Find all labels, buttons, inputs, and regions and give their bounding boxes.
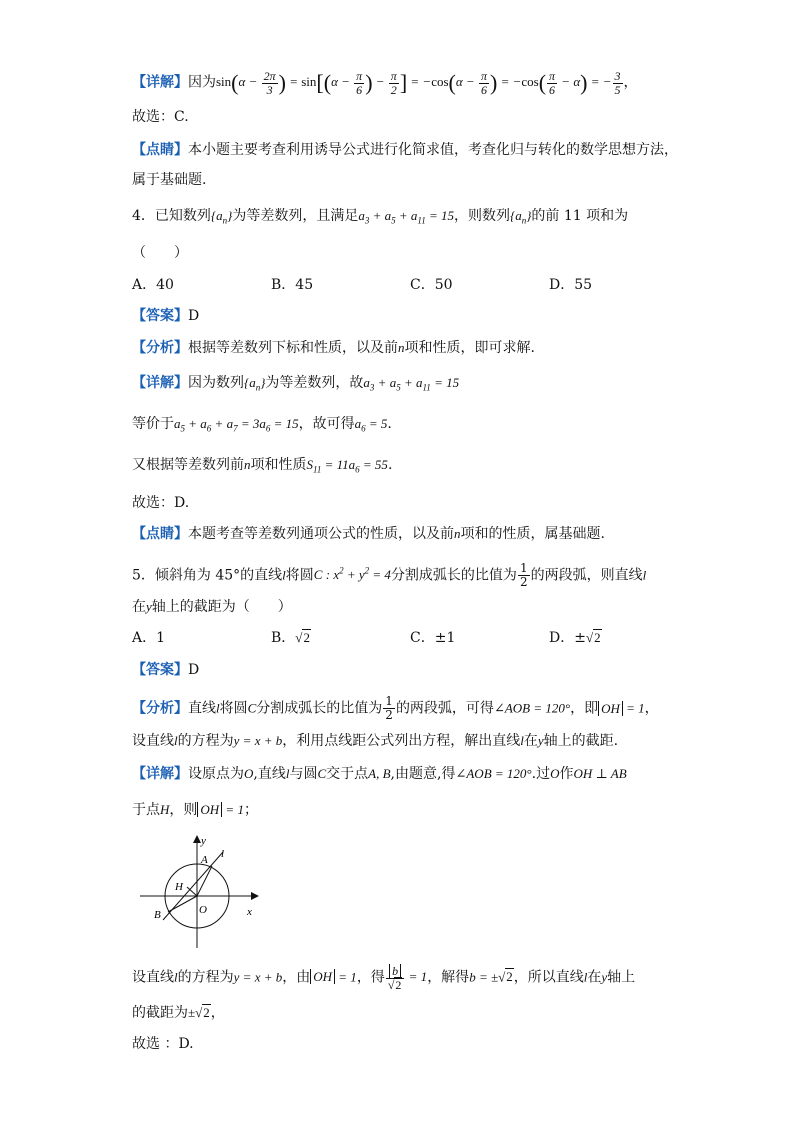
- q5-final: 设直线l的方程为y = x + b，由 OH = 1，得 $\frac{b}{√2}$ = 1，解得b = ±√2，所以直线l在y轴上: [132, 964, 636, 992]
- q4-again: 又根据等差数列前n项和性质$S_{11} = 11a_6 = 55$.: [132, 457, 393, 475]
- q4-option-c: C．50: [410, 277, 453, 293]
- q5-option-b: B．√2: [271, 630, 310, 646]
- detail-tag: 【详解】: [132, 74, 188, 91]
- q5-option-a: A．1: [132, 630, 166, 646]
- q3-review-2: 属于基础题.: [132, 172, 207, 188]
- label-b: B: [154, 909, 161, 921]
- q3-review: 【点睛】本小题主要考查利用诱导公式进行化简求值，考查化归与转化的数学思想方法，: [132, 142, 678, 158]
- q5-answer: 【答案】D: [132, 662, 200, 678]
- q5-stem: 5．倾斜角为 45°的直线l将圆C : $x^2 + y^2 = 4$分割成弧长的比值为 $\frac{1}{2}$ 的两段弧，则直线l: [132, 560, 647, 589]
- q5-detail: 【详解】设原点为O,直线l与圆C交于点A, B,由题意,得∠AOB = 120°.过O作OH ⊥ AB: [132, 766, 627, 782]
- label-h: H: [175, 881, 183, 893]
- q4-analysis: 【分析】根据等差数列下标和性质，以及前n项和性质，即可求解.: [132, 340, 535, 356]
- label-y: y: [201, 835, 206, 847]
- q5-detail-2: 于点H，则 OH = 1；: [132, 802, 258, 818]
- q4-stem: 4．已知数列$\{a_n\}$为等差数列，且满足$a_3 + a_5 + a_{11} = 15$，则数列$\{a_n\}$的前 11 项和为: [132, 208, 629, 226]
- q5-final-2: 的截距为±√2，: [132, 1005, 225, 1021]
- q4-equiv: 等价于$a_5 + a_6 + a_7 = 3a_6 = 15$，故可得$a_6 = 5$.: [132, 416, 392, 434]
- circle-line-figure: [135, 832, 265, 954]
- q5-analysis: 【分析】直线l将圆C分割成弧长的比值为 $\frac{1}{2}$ 的两段弧，可得∠AOB = 120°，即 OH = 1，: [132, 694, 659, 722]
- label-x: x: [247, 906, 252, 918]
- q3-detail: 【详解】因为sin(α − $\frac{2\pi}{3}$ ) = sin[(α − $\frac{\pi}{6}$ ) − $\frac{\pi}{2}$ ] = −cos(α − $\frac{\pi}{6}$ ) = −cos( $\frac{\pi}{6}$ − α) = − $\frac{3}{5}$ ，: [132, 69, 638, 97]
- q4-option-b: B．45: [271, 277, 314, 293]
- q4-answer: 【答案】D: [132, 308, 200, 324]
- q4-option-a: A．40: [132, 277, 174, 293]
- label-a: A: [201, 854, 208, 866]
- label-o: O: [199, 904, 207, 916]
- q5-analysis-2: 设直线l的方程为y = x + b，利用点线距公式列出方程，解出直线l在y轴上的截距.: [132, 733, 619, 749]
- q3-choice: 故选：C.: [132, 109, 189, 125]
- q4-blank: （ ）: [132, 245, 188, 261]
- q4-review: 【点睛】本题考查等差数列通项公式的性质，以及前n项和的性质，属基础题.: [132, 526, 605, 542]
- q5-choice: 故选 ：D.: [132, 1036, 194, 1052]
- q5-option-c: C．±1: [410, 630, 456, 646]
- q5-stem-2: 在y轴上的截距为（ ）: [132, 599, 292, 615]
- q3-formula: sin(α − $\frac{2\pi}{3}$ ) = sin[(α − $\frac{\pi}{6}$ ) − $\frac{\pi}{2}$ ] = −cos(α − $\frac{\pi}{6}$ ) = −cos( $\frac{\pi}{6}$ − α) = − $\frac{3}{5}$: [216, 69, 621, 97]
- segment-oa: [197, 866, 212, 896]
- label-l: l: [221, 848, 225, 860]
- q4-option-d: D．55: [549, 277, 593, 293]
- q5-option-d: D．±√2: [549, 630, 601, 646]
- q4-detail: 【详解】因为数列$\{a_n\}$为等差数列，故$a_3 + a_5 + a_{11} = 15$: [132, 375, 460, 393]
- q4-choice: 故选：D.: [132, 495, 190, 511]
